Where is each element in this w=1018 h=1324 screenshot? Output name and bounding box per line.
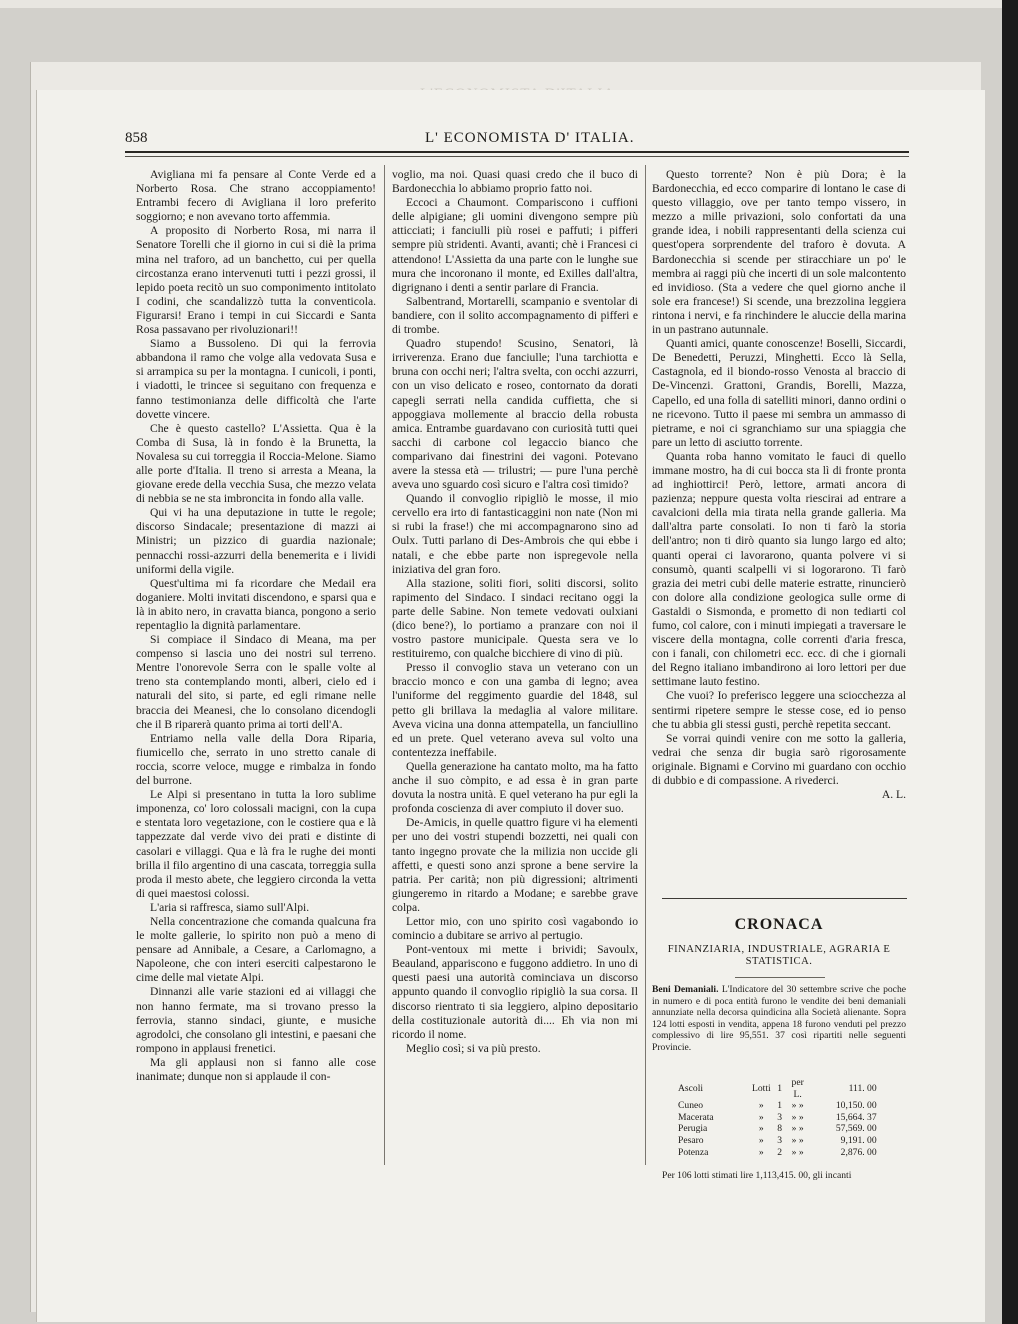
paragraph: L'aria si raffresca, siamo sull'Alpi. xyxy=(150,900,310,914)
lot-count: 3 xyxy=(777,1134,783,1146)
table-row xyxy=(678,1100,877,1112)
paragraph: Alla stazione, soliti fiori, soliti discorsi, solito rapimento del Sindaco. I sindaci recitano oggi la parte delle Sabine. Non temete vedovati oulxiani (dico bene?), lo portiamo a pranzare con noi il vostro pastore municipale. Questa sera ve lo restituiremo, con qualche bicchiere di vino di più. xyxy=(392,576,638,661)
journal-title: L' ECONOMISTA D' ITALIA. xyxy=(425,130,635,146)
paragraph: Quanti amici, quante conoscenze! Boselli, Siccardi, De Benedetti, Peruzzi, Minghetti. Ecco là Sella, Castagnola, ed il biondo-rosso Venosta al braccio di De-Vincenzi. Grattoni, Grandis, Borelli, Mazza, Capello, ed una folla di satelliti minori, danno ordini o ne ricevono. Tutto il paese mi sembra un ammasso di pietrame, e noi ci sgranchiamo sur una spiaggia che pare un letto di asciutto torrente. xyxy=(652,337,906,449)
paragraph: Qui vi ha una deputazione in tutte le regole; discorso Sindacale; presentazione di mazzi ai Ministri; un pizzico di guardia nazionale; pennacchi rossi-azzurri della benemerita e i lividi uniformi della vigile. xyxy=(136,506,376,576)
paragraph: Quella generazione ha cantato molto, ma ha fatto anche il suo còmpito, e ad essa è in gran parte dovuta la nostra unità. E quel veterano ha pur egli la profonda coscienza di aver compiuto il dover suo. xyxy=(392,759,638,816)
price-value: 15,664. 37 xyxy=(835,1111,877,1123)
column-divider-1 xyxy=(384,165,385,1165)
lot-marker: » xyxy=(758,1146,764,1158)
subtitle-rule xyxy=(735,977,825,978)
paragraph: Le Alpi si presentano in tutta la loro sublime imponenza, co' loro colossali macigni, con la cupa e stentata loro vegetazione, con le costiere qua e là tappezzate dal verde vivo dei prati e distinte di casolari e villaggi. Qua e là fra le rughe dei monti brilla il filo argentino di una cascata, torreggia sulla proda il mesto abete, che leggiero circonda la vetta di quei maestosi colossi. xyxy=(136,788,376,900)
article-signature: A. L. xyxy=(881,788,906,802)
cronaca-body xyxy=(652,984,906,1054)
lot-count: 3 xyxy=(777,1111,783,1123)
table-row xyxy=(678,1147,877,1159)
price-marker: » » xyxy=(791,1123,804,1135)
paragraph: voglio, ma noi. Quasi quasi credo che il buco di Bardonecchia lo abbiamo proprio fatto noi. xyxy=(392,168,638,196)
paragraph: Entriamo nella valle della Dora Riparia, fiumicello che, serrato in uno stretto canale di roccia, scorre veloce, mugge e rimbalza in fondo del burrone. xyxy=(136,731,376,788)
paragraph: Eccoci a Chaumont. Compariscono i cuffioni delle alpigiane; gli uomini divengono sempre più atticciati; i fanciulli più rosei e paffuti; i pifferi sempre più stridenti. Avanti, avanti; chè i Francesi ci attendono! L'Assietta da una parte con le lunghe sue mura che incoronano il monte, ed Exilles dall'altra, digrignano i denti a sentir parlare di Francia. xyxy=(392,196,638,294)
paragraph: Nella concentrazione che comanda qualcuna fra le molte gallerie, lo spirito non può a meno di pensare ad Annibale, a Cesare, a Carlomagno, a Napoleone, che con interi eserciti calpestarono le cime delle mal vietate Alpi. xyxy=(136,914,376,985)
item-lead: Beni Demaniali. xyxy=(652,984,719,995)
province-name: Pesaro xyxy=(678,1134,704,1146)
price-value: 2,876. 00 xyxy=(840,1146,877,1158)
paragraph: Quest'ultima mi fa ricordare che Medail era doganiere. Molti invitati discendono, e sparsi qua e là in abito nero, in cravatta bianca, pongono a serio repentaglio la dignità parlamentare. xyxy=(136,576,376,632)
table-total-line: Per 106 lotti stimati lire 1,113,415. 00, gli incanti xyxy=(662,1170,852,1181)
paragraph: Quanta roba hanno vomitato le fauci di quello immane mostro, ha di cui bocca sta lì di fronte pronta ad inghiottirci! Però, lettore, armati ancora di pazienza; neppure questa volta riescirai ad entrare a cavalcioni della mia tirata nella grande galleria. Ma dall'altra parte consolati. Io non ti farò la storia dell'antro; non ti dirò quanto sia lungo largo ed alto; quanti operai ci lavorarono, quanta polvere vi si consumò, quanti scalpelli vi si logorarono. Ti farò grazia dei metri cubi delle materie estratte, rinuncierò con dolore alla condizione geologica sulle orme di Gastaldi o Sismonda, e prometto di non tediarti col fumo, col calore, con i minuti impiegati a traversare le viscere della montagna, colle correnti d'aria fresca, con i fanali, con chilometri ecc. ecc. di che i giornali del Regno italiano imbandirono ai loro lettori per due settimane lauto festino. xyxy=(652,449,906,689)
paragraph: Pont-ventoux mi mette i brividi; Savoulx, Beauland, appariscono e fuggono addietro. In uno di questi paesi una autorità cominciava un discorso appunto quando il convoglio ripigliò la sua corsa. Il discorso rientrato ti sia leggiero, alpino depositario della costituzionale autorità di.... Eh via non mi ricordo il nome. xyxy=(392,943,638,1041)
lot-marker: » xyxy=(758,1123,764,1135)
paragraph: Presso il convoglio stava un veterano con un braccio monco e con una gamba di legno; avea l'uniforme del reggimento guardie del 1848, sul petto gli brillava la medaglia al valore militare. Aveva vicina una donna attempatella, un fanciullino ed un prete. Quel veterano aveva sul volto una contentezza ineffabile. xyxy=(392,661,638,759)
article-column-1 xyxy=(136,168,376,1084)
price-value: 10,150. 00 xyxy=(835,1100,877,1112)
paragraph: Quando il convoglio ripigliò le mosse, il mio cervello era irto di fantasticaggini non nate (Non mi si rubi la frase!) che mi accompagnarono sino ad Oulx. Tutti parlano di Des-Ambrois che qui ebbe i natali, e che ebbe parte non ispregevole nella iniziativa del gran foro. xyxy=(392,492,638,576)
article-column-3 xyxy=(652,168,906,802)
paragraph: Se vorrai quindi venire con me sotto la galleria, vedrai che senza dir bugia sarò rigorosamente originale. Bignami e Corvino mi guardano con occhio di dubbio e di compassione. A rivederci. xyxy=(652,731,906,788)
price-marker: » » xyxy=(791,1134,804,1146)
lot-count: 1 xyxy=(777,1082,783,1094)
section-rule xyxy=(662,898,907,899)
lot-count: 1 xyxy=(777,1100,783,1112)
paragraph: Ma gli applausi non si fanno alle cose inanimate; dunque non si applaude il con- xyxy=(136,1055,376,1083)
lot-marker: » xyxy=(758,1100,764,1112)
scan-top-edge xyxy=(0,0,1018,8)
scan-right-edge xyxy=(1002,0,1018,1324)
table-row xyxy=(678,1135,877,1147)
lot-marker: Lotti xyxy=(752,1082,771,1094)
province-name: Potenza xyxy=(678,1146,709,1158)
paragraph: Che è questo castello? L'Assietta. Qua è la Comba di Susa, là in fondo è la Brunetta, la Novalesa su cui torreggia il Roccia-Melone. Siamo alle porte d'Italia. Il treno si arresta a Meana, la giovane erede della vecchia Susa, che mezzo velata di nebbia se ne sta imbroncita in fondo alla valle. xyxy=(136,421,376,506)
paragraph: A proposito di Norberto Rosa, mi narra il Senatore Torelli che il giorno in cui si diè la prima mina nel traforo, ad un banchetto, cui per quella circostanza erano intervenuti tutti i pezzi grossi, il lepido poeta recitò un suo componimento intitolato I codini, che scandalizzò tutta la conventicola. Figurarsi! Erano i tempi in cui Siccardi e Santa Rosa passavano per rivoluzionari!! xyxy=(136,224,376,337)
price-marker: » » xyxy=(791,1111,804,1123)
header-rule-thick xyxy=(125,151,909,153)
price-value: 9,191. 00 xyxy=(840,1134,877,1146)
item-text: L'Indicatore del 30 settembre scrive che poche in numero e di poca entità furono le vendite dei beni demaniali annunziate nella decorsa quindicina alla Società alienante. Sopra 124 lotti esposti in vendita, appena 18 furono venduti pel prezzo complessivo di lire 95,551. 37 così ripartiti nelle seguenti Provincie. xyxy=(652,984,906,1053)
paragraph: Siamo a Bussoleno. Di qui la ferrovia abbandona il ramo che volge alla vedovata Susa e si arrampica su per la montagna. I cunicoli, i ponti, i viadotti, le trincee si seguitano con frequenza e fanno testimonianza delle difficoltà che l'arte dovette vincere. xyxy=(136,337,376,421)
table-row xyxy=(678,1112,877,1124)
section-subtitle: FINANZIARIA, INDUSTRIALE, AGRARIA E STATISTICA. xyxy=(667,944,891,967)
paragraph: Meglio così; si va più presto. xyxy=(406,1041,541,1055)
article-column-2 xyxy=(392,168,638,1056)
price-marker: » » xyxy=(791,1146,804,1158)
column-divider-2 xyxy=(645,165,646,1165)
province-name: Macerata xyxy=(678,1111,714,1123)
table-row xyxy=(678,1123,877,1135)
paragraph: De-Amicis, in quelle quattro figure vi ha elementi per uno dei vostri stupendi bozzetti, nei quali con tanto ingegno provate che la milizia non uccide gli affetti, e questi sono anzi sprone a bene servire la patria. Per carità; non più digressioni; altrimenti giungeremo in ritardo a Modane; e sarebbe grave colpa. xyxy=(392,816,638,914)
lot-count: 8 xyxy=(777,1123,783,1135)
price-value: 57,569. 00 xyxy=(835,1123,877,1135)
paragraph: Quadro stupendo! Scusino, Senatori, là irriverenza. Erano due fanciulle; l'una tarchiotta e bruna con occhi neri; l'altra svelta, con occhi azzurri, con un viso delicato e roseo, contornato da dorati capegli serrati nella candida cuffietta, che si appoggiava mollemente al braccio della robusta amica. Entrambe guardavano con curiosità tutti quei sacchi di carbone col legaccio bianco che comparivano dai finestrini dei vagoni. Potevano avere la stessa età — trilustri; — pure l'una perchè aveva uno sguardo così sicuro e l'altra così timido? xyxy=(392,337,638,492)
paragraph: Che vuoi? Io preferisco leggere una sciocchezza al sentirmi ripetere sempre le stesse cose, ed io penso che tu abbia gli stessi gusti, perchè repetita seccant. xyxy=(652,689,906,731)
page-number: 858 xyxy=(125,130,148,146)
paragraph: Avigliana mi fa pensare al Conte Verde ed a Norberto Rosa. Che strano accoppiamento! Entrambi fecero di Avigliana il loro preferito soggiorno; e non avevano torto affemmia. xyxy=(136,168,376,224)
paragraph: Questo torrente? Non è più Dora; è la Bardonecchia, ed ecco comparire di lontano le case di questo villaggio, ove per tanto tempo vissero, in mezzo a mille privazioni, solo confortati da una grande idea, i nobili rappresentanti della scienza cui quest'opera sorprendente del traforo è dovuta. A Bardonecchia si scende per stiracchiare un po' le membra ai raggi più che incerti di un sole malcontento ed invidioso. (Sta a vedere che quel giorno anche il sole era francese!) Si scende, una brezzolina leggiera rintona i nervi, e fa rinchindere le aluccie della marina in un pastrano autunnale. xyxy=(652,168,906,337)
lot-marker: » xyxy=(758,1111,764,1123)
province-name: Ascoli xyxy=(678,1082,704,1094)
header-rule-thin xyxy=(125,156,909,157)
price-value: 111. 00 xyxy=(848,1082,877,1094)
page-header xyxy=(125,130,909,150)
province-table xyxy=(678,1077,877,1158)
paragraph: Lettor mio, con uno spirito così vagabondo io comincio a dubitare se arrivo al pertugio. xyxy=(392,914,638,943)
lot-count: 2 xyxy=(777,1146,783,1158)
paragraph: Dinnanzi alle varie stazioni ed ai villaggi che non hanno fermate, ma si trovano presso la ferrovia, stanno sindaci, giunte, e musiche agrodolci, che consolano gli intestini, e paesani che rompono in applausi frenetici. xyxy=(136,985,376,1055)
province-name: Cuneo xyxy=(678,1100,704,1112)
price-marker: per L. xyxy=(791,1077,804,1100)
paragraph: Si compiace il Sindaco di Meana, ma per compenso si lascia uno dei nostri sul terreno. Mentre l'onorevole Serra con le spalle volte al treno sta contemplando monti, alberi, cielo ed i naturali del sito, si parte, ed egli rimane nelle braccia dei Meanesi, che lo consolano dicendogli che il B riparerà quanto prima ai torti dell'A. xyxy=(136,633,376,731)
price-marker: » » xyxy=(791,1100,804,1112)
province-name: Perugia xyxy=(678,1123,708,1135)
paragraph: Salbentrand, Mortarelli, scampanio e sventolar di bandiere, con il solito accompagnamento di pifferi e di trombe. xyxy=(392,294,638,337)
section-title: CRONACA xyxy=(734,916,824,933)
table-row xyxy=(678,1077,877,1100)
lot-marker: » xyxy=(758,1134,764,1146)
